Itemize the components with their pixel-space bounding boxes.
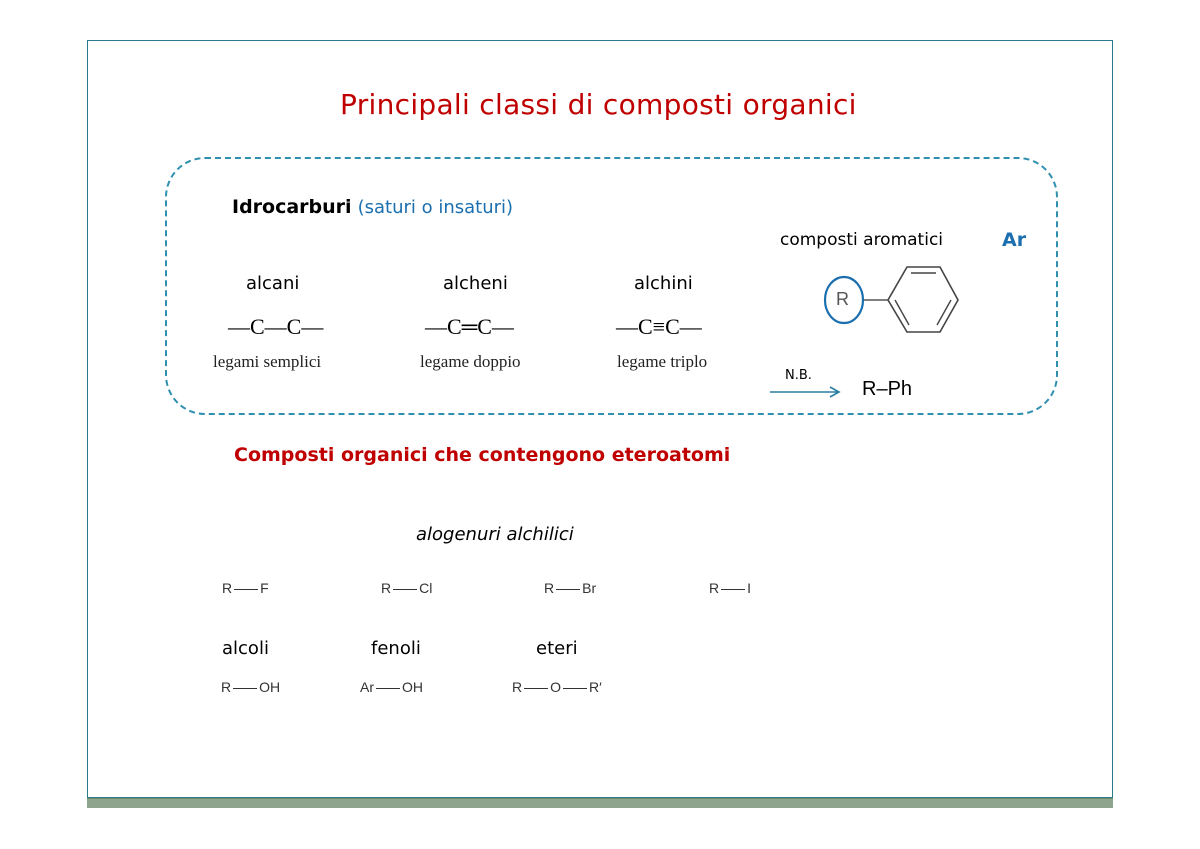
hydrocarbons-title: Idrocarburi	[232, 196, 352, 218]
aromatic-label: composti aromatici	[780, 230, 944, 250]
double-bond-3	[895, 300, 909, 325]
alkyl-halides-label: alogenuri alchilici	[416, 524, 574, 545]
alkynes-formula: —C≡C—	[616, 314, 702, 339]
alcohols-label: alcoli	[222, 638, 269, 659]
phenol-structure: Ar OH	[360, 679, 423, 695]
slide-footer-bar	[87, 798, 1113, 808]
nb-arrow	[770, 385, 842, 399]
slide-title: Principali classi di composti organici	[340, 88, 857, 121]
alkynes-label: alchini	[634, 273, 693, 294]
alkenes-label: alcheni	[443, 273, 508, 294]
halide-structure: R F	[222, 580, 269, 596]
hydrocarbons-subtitle: (saturi o insaturi)	[357, 197, 514, 218]
ether-structure: R O R′	[512, 679, 602, 695]
nb-label: N.B.	[785, 368, 812, 383]
r-ph-formula: R–Ph	[862, 378, 913, 400]
ethers-label: eteri	[536, 638, 578, 659]
alkanes-formula: —C—C—	[228, 314, 324, 339]
alkanes-caption: legami semplici	[213, 352, 322, 371]
ring-substituent-label: R	[836, 289, 849, 309]
halide-structure: R I	[709, 580, 752, 596]
halide-structure: R Cl	[381, 580, 433, 596]
phenols-label: fenoli	[371, 638, 421, 659]
hydrocarbons-heading	[232, 196, 513, 218]
halide-structure: R Br	[544, 580, 597, 596]
alkanes-label: alcani	[246, 273, 300, 294]
benzene-hexagon	[888, 267, 958, 332]
double-bond-2	[937, 300, 951, 325]
aromatic-symbol: Ar	[1002, 229, 1027, 251]
alkenes-caption: legame doppio	[420, 352, 521, 371]
alcohol-structure: R OH	[221, 679, 281, 695]
alkenes-formula: —C═C—	[425, 314, 514, 339]
alkynes-caption: legame triplo	[617, 352, 708, 371]
heteroatoms-heading: Composti organici che contengono eteroatomi	[234, 444, 731, 466]
